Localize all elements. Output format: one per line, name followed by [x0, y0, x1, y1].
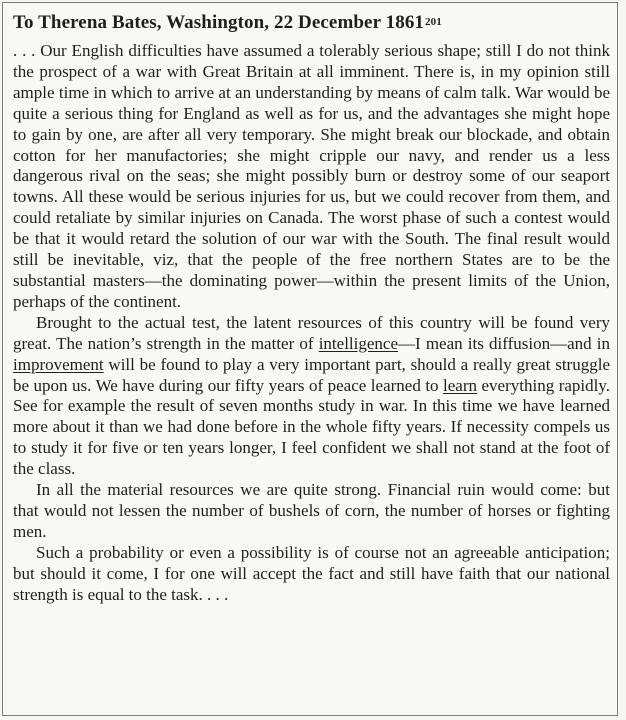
document-frame — [2, 2, 618, 716]
letter-heading — [13, 11, 610, 35]
letter-body — [13, 41, 610, 605]
paragraph-2-part-2: —I mean its diffusion—and in — [398, 333, 610, 353]
letter-heading-text: To Therena Bates, Washington, 22 December 1861 — [13, 12, 425, 33]
footnote-marker: 201 — [425, 16, 442, 28]
paragraph-1: . . . Our English difficulties have assumed a tolerably serious shape; still I do not think the prospect of a war with Great Britain at all imminent. There is, in my opinion still ample time in which to arrive at an understanding by means of calm talk. War would be quite a serious thing for England as well as for us, and the advantages she might hope to gain by one, are after all very temporary. She might break our blockade, and obtain cotton for her manufactories; she might cripple our navy, and render us a less dangerous rival on the seas; she might possibly burn or destroy some of our seaport towns. All these would be serious injuries for us, but we could recover from them, and could retaliate by similar injuries on Canada. The worst phase of such a contest would be that it would retard the solution of our war with the South. The final result would still be inevitable, viz, that the people of the free northern States are to be the substantial masters—the dominating power—within the present limits of the Union, perhaps of the continent. — [13, 41, 610, 311]
paragraph-2-part-4: everything rapidly. See for example the result of seven months study in war. In this time we have learned more about it than we had done before in the whole fifty years. If necessity compels us to study it for five or ten years longer, I feel confident we shall not stand at the foot of the class. — [13, 375, 610, 479]
underlined-improvement: improvement — [13, 354, 104, 374]
paragraph-3: In all the material resources we are quite strong. Financial ruin would come: but that would not lessen the number of bushels of corn, the number of horses or fighting men. — [13, 480, 610, 541]
paragraph-2-part-1: Brought to the actual test, the latent resources of this country will be found very great. The nation’s strength in the matter of — [13, 312, 610, 353]
underlined-learn: learn — [443, 375, 478, 395]
paragraph-2-part-3: will be found to play a very important part, should a really great struggle be upon us. We have during our fifty years of peace learned to — [13, 354, 610, 395]
paragraph-4: Such a probability or even a possibility is of course not an agreeable anticipation; but should it come, I for one will accept the fact and still have faith that our national strength is equal to the task. . . . — [13, 542, 610, 604]
document-content — [13, 11, 610, 605]
paragraph-2 — [13, 313, 610, 480]
underlined-intelligence: intelligence — [318, 333, 399, 353]
